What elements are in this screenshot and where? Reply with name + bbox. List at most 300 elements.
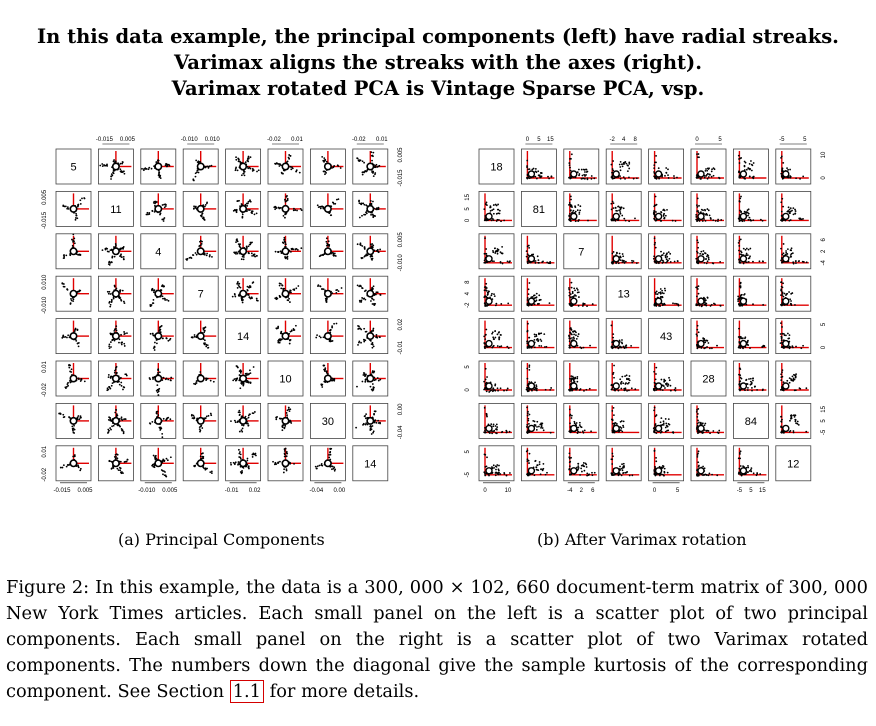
scatter-panel [98,234,133,269]
top-tick-label: -0.015 [95,137,113,143]
data-point [371,433,373,435]
data-point [375,166,377,168]
data-point [284,217,286,219]
data-point [701,306,703,308]
data-point [569,303,571,305]
data-point [79,469,81,471]
data-point [484,289,486,291]
data-point [631,260,633,262]
data-point [578,174,580,176]
data-point [196,170,198,172]
data-point [497,387,499,389]
data-point [506,389,508,391]
data-point [64,286,66,288]
data-point [115,454,117,456]
data-point [77,415,79,417]
data-point [619,339,621,341]
data-point [328,454,330,456]
data-point [788,291,790,293]
data-point [72,300,74,302]
data-point [333,203,335,205]
scatter-panel [268,149,303,184]
scatter-panel [353,276,388,311]
center-marker [698,256,704,262]
data-point [790,207,792,209]
data-point [364,374,366,376]
data-point [116,372,118,374]
data-point [709,214,711,216]
data-point [116,288,118,290]
data-point [149,422,151,424]
top-tick-label: -0.02 [351,137,366,143]
data-point [613,251,615,253]
data-point [628,168,630,170]
data-point [738,245,740,247]
data-point [576,378,578,380]
data-point [110,304,112,306]
data-point [359,300,361,302]
data-point [249,199,251,201]
data-point [110,178,112,180]
data-point [708,167,710,169]
data-point [286,412,288,414]
data-point [123,343,125,345]
data-point [152,378,154,380]
data-point [653,211,655,213]
data-point [371,259,373,261]
data-point [378,251,380,253]
data-point [148,168,150,170]
data-point [494,337,496,339]
data-point [487,292,489,294]
data-point [570,293,572,295]
center-marker [240,248,246,254]
right-tick-label: 0.005 [397,147,404,163]
data-point [288,407,290,409]
data-point [623,207,625,209]
data-point [67,334,69,336]
data-point [538,294,540,296]
center-marker [155,418,161,424]
center-marker [528,298,534,304]
data-point [665,167,667,169]
data-point [579,346,581,348]
data-point [531,169,533,171]
data-point [653,371,655,373]
data-point [612,201,614,203]
panel-frame [564,191,599,226]
data-point [628,163,630,165]
data-point [620,383,622,385]
varimax-scatter-matrix [465,137,827,494]
data-point [665,262,667,264]
data-point [76,217,78,219]
data-point [549,302,551,304]
data-point [507,260,509,262]
data-point [669,258,671,260]
data-point [252,282,254,284]
diagonal-cell [310,403,345,438]
data-point [122,290,124,292]
data-point [109,333,111,335]
data-point [591,175,593,177]
data-point [74,330,76,332]
data-point [247,374,249,376]
data-point [583,390,585,392]
data-point [654,237,656,239]
data-point [740,196,742,198]
data-point [624,161,626,163]
data-point [373,299,375,301]
center-marker [486,341,492,347]
data-point [666,172,668,174]
data-point [252,170,254,172]
data-point [787,248,789,250]
data-point [299,172,301,174]
data-point [274,206,276,208]
data-point [706,340,708,342]
scatter-panel [268,446,303,481]
data-point [791,292,793,294]
data-point [122,161,124,163]
data-point [327,244,329,246]
data-point [190,257,192,259]
data-point [162,285,164,287]
data-point [109,347,111,349]
title-line-1: In this data example, the principal components (left) have radial streaks. [37,25,839,48]
data-point [319,255,321,257]
data-point [780,342,782,344]
data-point [359,217,361,219]
data-point [331,468,333,470]
data-point [326,372,328,374]
data-point [250,382,252,384]
data-point [116,413,118,415]
data-point [493,213,495,215]
data-point [485,379,487,381]
data-point [315,466,317,468]
data-point [707,173,709,175]
data-point [494,248,496,250]
data-point [239,431,241,433]
data-point [739,201,741,203]
data-point [247,167,249,169]
data-point [208,167,210,169]
data-point [154,342,156,344]
data-point [697,252,699,254]
data-point [654,219,656,221]
right-tick-label: -0.04 [397,425,404,440]
data-point [252,456,254,458]
center-marker [367,248,373,254]
data-point [206,202,208,204]
scatter-panel [268,319,303,354]
data-point [235,421,237,423]
data-point [203,331,205,333]
center-marker [198,248,204,254]
data-point [623,260,625,262]
data-point [317,284,319,286]
data-point [377,291,379,293]
scatter-panel [776,149,811,184]
data-point [790,249,792,251]
data-point [698,153,700,155]
data-point [571,287,573,289]
data-point [287,299,289,301]
data-point [496,205,498,207]
center-marker [528,171,534,177]
data-point [786,167,788,169]
data-point [372,383,374,385]
scatter-panel [606,149,641,184]
data-point [196,171,198,173]
data-point [746,169,748,171]
data-point [330,214,332,216]
data-point [232,379,234,381]
data-point [81,198,83,200]
data-point [745,249,747,251]
data-point [569,167,571,169]
data-point [612,333,614,335]
data-point [622,255,624,257]
data-point [250,298,252,300]
diagonal-cell [479,149,514,184]
data-point [203,217,205,219]
data-point [655,155,657,157]
data-point [611,262,613,264]
data-point [526,250,528,252]
data-point [331,327,333,329]
data-point [246,460,248,462]
data-point [577,220,579,222]
data-point [209,471,211,473]
center-marker [113,163,119,169]
data-point [739,210,741,212]
data-point [318,465,320,467]
data-point [540,299,542,301]
center-marker [698,341,704,347]
data-point [539,176,541,178]
data-point [568,162,570,164]
top-tick-label: 0.010 [204,137,220,143]
data-point [254,253,256,255]
scatter-panel [56,319,91,354]
data-point [162,295,164,297]
data-point [711,176,713,178]
scatter-panel [649,191,684,226]
data-point [316,334,318,336]
data-point [238,160,240,162]
data-point [629,380,631,382]
data-point [237,366,239,368]
scatter-panel [183,361,218,396]
data-point [118,342,120,344]
data-point [115,243,117,245]
data-point [84,198,86,200]
panel-frame [606,149,641,184]
data-point [323,365,325,367]
data-point [737,300,739,302]
data-point [493,208,495,210]
data-point [654,242,656,244]
data-point [155,161,157,163]
data-point [539,333,541,335]
data-point [785,334,787,336]
data-point [236,200,238,202]
data-point [702,253,704,255]
data-point [121,170,123,172]
data-point [159,328,161,330]
data-point [582,305,584,307]
data-point [108,460,110,462]
data-point [585,168,587,170]
left-tick-label: 0.01 [42,361,48,373]
data-point [570,170,572,172]
diagonal-cell [268,361,303,396]
data-point [113,172,115,174]
data-point [781,290,783,292]
data-point [668,251,670,253]
data-point [357,158,359,160]
left-tick-label: -0.02 [42,383,48,397]
scatter-panel [479,319,514,354]
center-marker [70,206,76,212]
data-point [289,301,291,303]
center-marker [282,163,288,169]
data-point [703,262,705,264]
data-point [373,285,375,287]
data-point [124,302,126,304]
data-point [75,213,77,215]
data-point [549,389,551,391]
data-point [795,210,797,212]
scatter-panel [268,403,303,438]
data-point [242,256,244,258]
center-marker [70,460,76,466]
data-point [569,292,571,294]
data-point [277,251,279,253]
scatter-panel [183,446,218,481]
data-point [248,201,250,203]
data-point [485,286,487,288]
data-point [790,177,792,179]
center-marker [325,206,331,212]
data-point [116,468,118,470]
data-point [664,288,666,290]
data-point [379,423,381,425]
data-point [508,347,510,349]
data-point [109,306,111,308]
top-tick-label: 0.01 [375,137,388,143]
data-point [493,260,495,262]
data-point [612,337,614,339]
scatter-panel [141,149,176,184]
data-point [283,237,285,239]
data-point [494,330,496,332]
data-point [628,220,630,222]
data-point [209,256,211,258]
data-point [200,425,202,427]
data-point [654,261,656,263]
data-point [611,209,613,211]
data-point [484,253,486,255]
data-point [491,219,493,221]
scatter-panel [479,234,514,269]
data-point [276,417,278,419]
diagonal-cell [141,234,176,269]
data-point [320,464,322,466]
data-point [493,293,495,295]
data-point [152,466,154,468]
center-marker [613,171,619,177]
data-point [706,170,708,172]
data-point [61,337,63,339]
data-point [704,298,706,300]
data-point [575,334,577,336]
data-point [620,256,622,258]
data-point [719,261,721,263]
data-point [582,175,584,177]
data-point [707,178,709,180]
data-point [708,176,710,178]
data-point [636,177,638,179]
data-point [625,261,627,263]
scatter-panel [564,149,599,184]
data-point [114,256,116,258]
data-point [672,220,674,222]
data-point [628,389,630,391]
data-point [535,260,537,262]
data-point [71,239,73,241]
data-point [168,164,170,166]
data-point [282,288,284,290]
data-point [492,331,494,333]
data-point [357,243,359,245]
data-point [696,286,698,288]
data-point [126,332,128,334]
data-point [121,341,123,343]
data-point [571,205,573,207]
data-point [84,380,86,382]
data-point [500,251,502,253]
data-point [111,300,113,302]
data-point [121,472,123,474]
data-point [660,293,662,295]
diagonal-cell [606,276,641,311]
data-point [359,244,361,246]
data-point [297,285,299,287]
data-point [674,303,676,305]
data-point [248,252,250,254]
data-point [124,173,126,175]
data-point [68,464,70,466]
data-point [280,331,282,333]
data-point [783,243,785,245]
data-point [483,381,485,383]
data-point [500,334,502,336]
data-point [636,262,638,264]
data-point [193,207,195,209]
data-point [787,338,789,340]
data-point [570,196,572,198]
data-point [374,411,376,413]
data-point [256,255,258,257]
data-point [492,250,494,252]
data-point [114,328,116,330]
data-point [705,213,707,215]
diagonal-cell [521,191,556,226]
data-point [738,347,740,349]
